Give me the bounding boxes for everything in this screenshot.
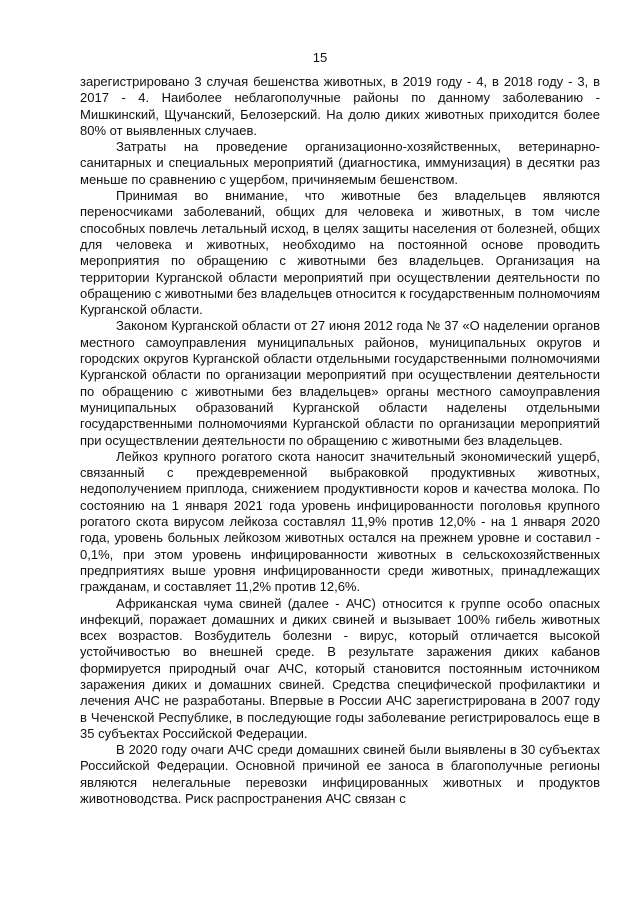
paragraph-regional-law: Законом Курганской области от 27 июня 2012 года № 37 «О наделении органов местного самоуправления муниципальных районов, муниципальных округов и городских округов Курганской области отдельными государственными полномочиями Курганской области по организации мероприятий при осуществлении деятельности по обращению с животными без владельцев» органы местного самоуправления муниципальных образований Курганской области наделены отдельными государственными полномочиями Курганской области по организации мероприятий при осуществлении деятельности по обращению с животными без владельцев. <box>80 318 600 448</box>
paragraph-stray-animals: Принимая во внимание, что животные без владельцев являются переносчиками заболеваний, общих для человека и животных, в том числе способных повлечь летальный исход, в целях защиты населения от болезней, общих для человека и животных, необходимо на постоянной основе проводить мероприятия по обращению с животными без владельцев. Организация на территории Курганской области мероприятий при осуществлении деятельности по обращению с животными без владельцев относится к государственным полномочиям Курганской области. <box>80 188 601 318</box>
document-body <box>80 74 600 807</box>
paragraph-rabies-cases: зарегистрировано 3 случая бешенства животных, в 2019 году - 4, в 2018 году - 3, в 2017 - 4. Наиболее неблагополучные районы по данному заболеванию - Мишкинский, Щучанский, Белозерский. На долю диких животных приходится более 80% от выявленных случаев. <box>80 74 600 138</box>
page-number: 15 <box>312 50 328 65</box>
paragraph-african-swine-fever: Африканская чума свиней (далее - АЧС) относится к группе особо опасных инфекций, поражает домашних и диких свиней и вызывает 100% гибель животных всех возрастов. Возбудитель болезни - вирус, который отличается высокой устойчивостью во внешней среде. В результате заражения диких кабанов формируется природный очаг АЧС, который становится постоянным источником заражения диких и домашних свиней. Средства специфической профилактики и лечения АЧС не разработаны. Впервые в России АЧС зарегистрирована в 2007 году в Чеченской Республике, в последующие годы заболевание регистрировалось еще в 35 субъектах Российской Федерации. <box>80 595 600 741</box>
paragraph-leukosis: Лейкоз крупного рогатого скота наносит значительный экономический ущерб, связанный с преждевременной выбраковкой продуктивных животных, недополучением приплода, снижением продуктивности коров и качества молока. По состоянию на 1 января 2021 года уровень инфицированности поголовья крупного рогатого скота вирусом лейкоза составлял 11,9% против 12,0% - на 1 января 2020 года, уровень больных лейкозом животных остался на прежнем уровне и составил - 0,1%, при этом уровень инфицированности животных в сельскохозяйственных предприятиях выше уровня инфицированности среди животных, принадлежащих гражданам, и составляет 11,2% против 12,6%. <box>80 448 600 595</box>
paragraph-asf-2020: В 2020 году очаги АЧС среди домашних свиней были выявлены в 30 субъектах Российской Федерации. Основной причиной ее заноса в благополучные регионы являются нелегальные перевозки инфицированных животных и продуктов животноводства. Риск распространения АЧС связан с <box>80 742 600 807</box>
paragraph-costs: Затраты на проведение организационно-хозяйственных, ветеринарно-санитарных и специальных мероприятий (диагностика, иммунизация) в десятки раз меньше по сравнению с ущербом, причиняемым бешенством. <box>80 139 600 187</box>
